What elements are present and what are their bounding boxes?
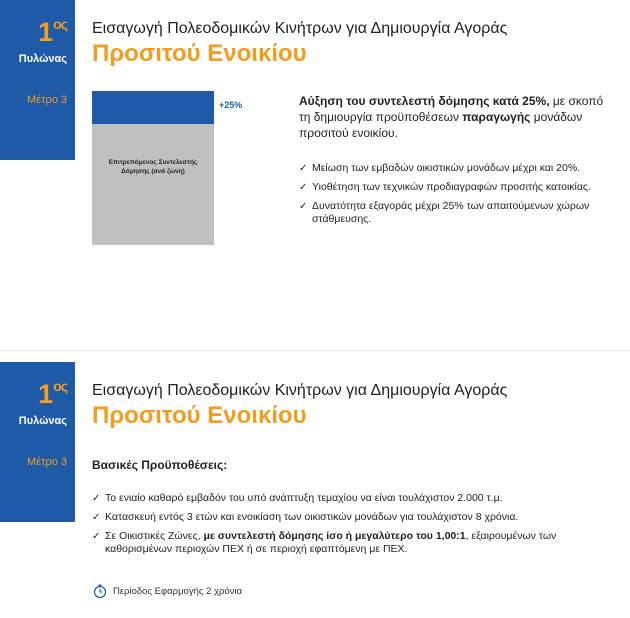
measure-label: Μέτρο 3	[27, 456, 67, 468]
benefits-list	[299, 162, 624, 232]
period-text: Περίοδος Εφαρμογής 2 χρόνια	[113, 585, 243, 597]
list-item: ✓ Υιοθέτηση των τεχνικών προδιαγραφών προσιτής κατοικίας.	[299, 181, 591, 193]
intro-paragraph: Αύξηση του συντελεστή δόμησης κατά 25%, με σκοπό τη δημιουργία προϋποθέσεων παραγωγής μονάδων προσιτού ενοικίου.	[299, 94, 604, 140]
check-icon: ✓	[299, 201, 308, 212]
pillar-label: Πυλώνας	[18, 53, 67, 65]
check-icon: ✓	[299, 163, 308, 174]
pillar-sidebar	[0, 362, 75, 522]
slide-2	[0, 362, 630, 618]
page-title: Εισαγωγή Πολεοδομικών Κινήτρων για Δημιουργία Αγοράς	[92, 20, 508, 37]
list-item: ✓ Το ενιαίο καθαρό εμβαδόν του υπό ανάπτυξη τεμαχίου να είναι τουλάχιστον 2.000 τ.μ.	[92, 492, 503, 504]
page-subtitle: Προσιτού Ενοικίου	[92, 40, 307, 67]
pillar-number: $1^{o\varsigma}$	[38, 16, 67, 47]
list-item: ✓ Μείωση των εμβαδών οικιστικών μονάδων μέχρι και 20%.	[299, 162, 581, 174]
increase-bar	[92, 91, 214, 124]
check-icon: ✓	[299, 182, 308, 193]
increase-label: +25%	[219, 100, 243, 110]
measure-label: Μέτρο 3	[27, 94, 67, 106]
pillar-sidebar	[0, 0, 75, 160]
base-bar-label: Επιτρεπόμενος Συντελεστής Δόμησης (ανά ζώνη)	[108, 159, 198, 175]
check-icon: ✓	[92, 531, 101, 542]
prerequisites-list	[92, 492, 602, 562]
prerequisites-heading: Βασικές Προϋποθέσεις:	[92, 458, 228, 472]
base-bar	[92, 124, 214, 245]
list-item: ✓ Δυνατότητα εξαγοράς μέχρι 25% των απαιτούμενων χώρων στάθμευσης.	[299, 200, 590, 225]
list-item: ✓ Σε Οικιστικές Ζώνες, με συντελεστή δόμησης ίσο ή μεγαλύτερο του 1,00:1, εξαιρουμένων των καθορισμένων περιοχών ΠΕΧ ή σε περιοχή εφαπτόμενη με ΠΕΧ.	[92, 530, 557, 555]
check-icon: ✓	[92, 512, 101, 523]
pillar-number: $1^{o\varsigma}$	[38, 378, 67, 409]
list-item: ✓ Κατασκευή εντός 3 ετών και ενοικίαση των οικιστικών μονάδων για τουλάχιστον 8 χρόνια.	[92, 511, 519, 523]
implementation-period	[92, 583, 242, 599]
pillar-label: Πυλώνας	[18, 415, 67, 427]
page-title: Εισαγωγή Πολεοδομικών Κινήτρων για Δημιουργία Αγοράς	[92, 382, 508, 399]
page-subtitle: Προσιτού Ενοικίου	[92, 402, 307, 429]
clock-icon	[92, 583, 108, 599]
check-icon: ✓	[92, 493, 101, 504]
